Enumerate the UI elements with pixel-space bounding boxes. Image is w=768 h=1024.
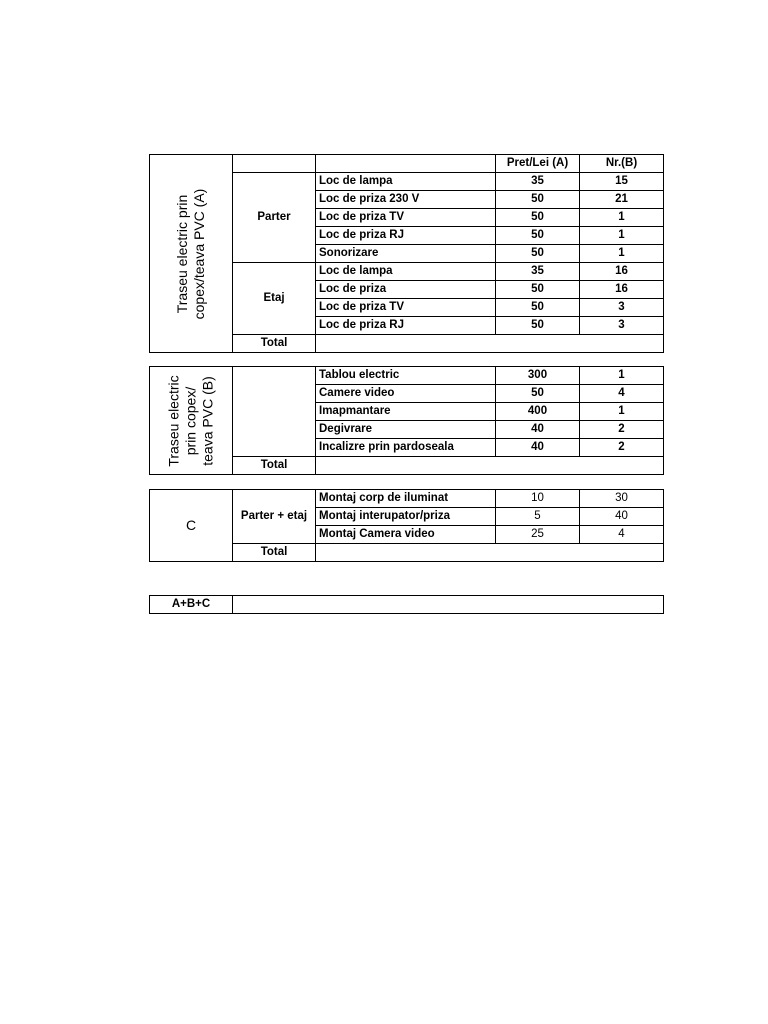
total-label[interactable]: Total — [233, 544, 316, 562]
price-cell[interactable]: 35 — [496, 173, 580, 191]
item-cell[interactable]: Sonorizare — [316, 245, 496, 263]
item-cell[interactable]: Loc de priza RJ — [316, 317, 496, 335]
header-empty-cell[interactable] — [233, 155, 316, 173]
qty-header[interactable]: Nr.(B) — [580, 155, 664, 173]
item-cell[interactable]: Loc de priza TV — [316, 209, 496, 227]
qty-cell[interactable]: 16 — [580, 281, 664, 299]
item-cell[interactable]: Montaj corp de iluminat — [316, 490, 496, 508]
qty-cell[interactable]: 2 — [580, 439, 664, 457]
group-parter[interactable]: Parter — [233, 173, 316, 263]
item-cell[interactable]: Loc de priza — [316, 281, 496, 299]
qty-cell[interactable]: 1 — [580, 367, 664, 385]
price-cell[interactable]: 35 — [496, 263, 580, 281]
item-cell[interactable]: Montaj interupator/priza — [316, 508, 496, 526]
qty-cell[interactable]: 2 — [580, 421, 664, 439]
qty-cell[interactable]: 1 — [580, 245, 664, 263]
price-cell[interactable]: 10 — [496, 490, 580, 508]
price-header[interactable]: Pret/Lei (A) — [496, 155, 580, 173]
header-empty-cell[interactable] — [316, 155, 496, 173]
qty-cell[interactable]: 16 — [580, 263, 664, 281]
price-cell[interactable]: 50 — [496, 385, 580, 403]
grand-total-value-cell[interactable] — [233, 596, 664, 614]
price-cell[interactable]: 50 — [496, 209, 580, 227]
table-row — [150, 367, 664, 385]
table-row — [150, 490, 664, 508]
price-cell[interactable]: 50 — [496, 191, 580, 209]
item-cell[interactable]: Tablou electric — [316, 367, 496, 385]
qty-cell[interactable]: 3 — [580, 317, 664, 335]
price-cell[interactable]: 400 — [496, 403, 580, 421]
grand-total-row — [150, 596, 664, 614]
price-cell[interactable]: 50 — [496, 299, 580, 317]
item-cell[interactable]: Loc de lampa — [316, 173, 496, 191]
item-cell[interactable]: Loc de priza 230 V — [316, 191, 496, 209]
section-a-label: Traseu electric prin copex/teava PVC (A) — [174, 188, 207, 319]
group-parter-etaj[interactable]: Parter + etaj — [233, 490, 316, 544]
group-etaj[interactable]: Etaj — [233, 263, 316, 335]
section-b-label-cell — [150, 367, 233, 475]
total-label[interactable]: Total — [233, 335, 316, 353]
price-cell[interactable]: 50 — [496, 317, 580, 335]
item-cell[interactable]: Imapmantare — [316, 403, 496, 421]
section-c-label[interactable]: C — [150, 490, 233, 562]
item-cell[interactable]: Loc de priza RJ — [316, 227, 496, 245]
price-cell[interactable]: 25 — [496, 526, 580, 544]
item-cell[interactable]: Degivrare — [316, 421, 496, 439]
qty-cell[interactable]: 1 — [580, 403, 664, 421]
grand-total-label[interactable]: A+B+C — [150, 596, 233, 614]
item-cell[interactable]: Camere video — [316, 385, 496, 403]
qty-cell[interactable]: 4 — [580, 385, 664, 403]
qty-cell[interactable]: 1 — [580, 227, 664, 245]
price-cell[interactable]: 50 — [496, 281, 580, 299]
grand-total-table — [149, 595, 664, 614]
qty-cell[interactable]: 30 — [580, 490, 664, 508]
qty-cell[interactable]: 15 — [580, 173, 664, 191]
price-cell[interactable]: 300 — [496, 367, 580, 385]
section-a-table — [149, 154, 664, 353]
price-cell[interactable]: 40 — [496, 421, 580, 439]
qty-cell[interactable]: 40 — [580, 508, 664, 526]
section-b-label: Traseu electric prin copex/ teava PVC (B) — [165, 374, 216, 467]
item-cell[interactable]: Montaj Camera video — [316, 526, 496, 544]
qty-cell[interactable]: 3 — [580, 299, 664, 317]
price-cell[interactable]: 40 — [496, 439, 580, 457]
total-value-cell[interactable] — [316, 335, 664, 353]
header-row — [150, 155, 664, 173]
qty-cell[interactable]: 21 — [580, 191, 664, 209]
total-value-cell[interactable] — [316, 457, 664, 475]
item-cell[interactable]: Incalizre prin pardoseala — [316, 439, 496, 457]
section-a-label-cell — [150, 155, 233, 353]
item-cell[interactable]: Loc de lampa — [316, 263, 496, 281]
price-cell[interactable]: 5 — [496, 508, 580, 526]
total-value-cell[interactable] — [316, 544, 664, 562]
price-cell[interactable]: 50 — [496, 227, 580, 245]
price-cell[interactable]: 50 — [496, 245, 580, 263]
section-c-table — [149, 489, 664, 562]
qty-cell[interactable]: 1 — [580, 209, 664, 227]
group-empty-cell[interactable] — [233, 367, 316, 457]
total-label[interactable]: Total — [233, 457, 316, 475]
item-cell[interactable]: Loc de priza TV — [316, 299, 496, 317]
section-b-table — [149, 366, 664, 475]
qty-cell[interactable]: 4 — [580, 526, 664, 544]
